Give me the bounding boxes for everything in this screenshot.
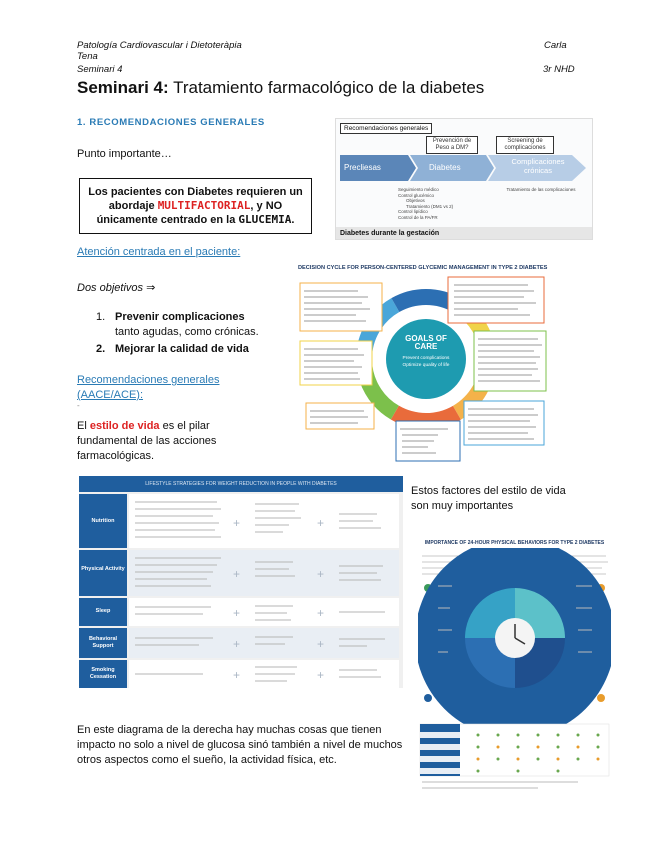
section-heading: 1. RECOMENDACIONES GENERALES — [77, 117, 265, 128]
recomendaciones-link[interactable]: Recomendaciones generales (AACE/ACE): — [77, 374, 220, 401]
fig1-stage-1: Precliesas — [344, 163, 381, 172]
objective-2-number: 2. — [96, 343, 106, 355]
fig3-row-label: Smoking Cessation — [89, 667, 117, 680]
fig1-top-label: Recomendaciones generales — [340, 123, 432, 134]
svg-text:+: + — [317, 516, 325, 530]
fig1-footer: Diabetes durante la gestación — [336, 227, 593, 240]
dash-marker: - — [77, 401, 80, 410]
fig4-title: IMPORTANCE OF 24-HOUR PHYSICAL BEHAVIORS FOR TYPE 2 DIABETES — [424, 540, 605, 546]
header-seminar: Seminari 4 — [77, 64, 123, 75]
page-title — [77, 78, 484, 98]
header-author-first: Carla — [544, 40, 567, 51]
box-text-1: Los pacientes con Diabetes requieren un abordaje — [88, 186, 303, 212]
figure-24h-behaviors — [418, 540, 611, 792]
estilo-vida-paragraph — [77, 419, 247, 464]
objective-1 — [96, 310, 105, 325]
diagram-paragraph: En este diagrama de la derecha hay muchas cosas que tienen impacto no solo a nivel de glucosa sinó también a nivel de muchos otros aspectos como el sueño, la actividad física, etc. — [77, 724, 403, 766]
header-author-last: Tena — [77, 51, 98, 62]
fig3-row-label: Sleep — [95, 608, 111, 614]
title-rest: Tratamiento farmacológico de la diabetes — [168, 78, 485, 97]
fig3-title: LIFESTYLE STRATEGIES FOR WEIGHT REDUCTION IN PEOPLE WITH DIABETES — [79, 476, 403, 492]
fig1-list-left — [398, 187, 478, 220]
fig2-center-item: Prevent complications — [402, 356, 450, 361]
estilo-pre: El — [77, 420, 90, 432]
objective-1-desc: tanto agudas, como crónicas. — [115, 326, 259, 338]
svg-text:+: + — [317, 606, 325, 620]
fig4-graphic — [418, 548, 611, 792]
key-statement-box — [79, 178, 312, 234]
fig1-list-right: Tratamiento de las complicaciones — [506, 187, 576, 192]
box-highlight-multifactorial: MULTIFACTORIAL — [157, 199, 251, 212]
svg-text:+: + — [317, 668, 325, 682]
objective-1-title: Prevenir complicaciones — [115, 311, 245, 323]
objective-1-number: 1. — [96, 311, 106, 323]
fig3-row-label: Physical Activity — [81, 566, 125, 572]
svg-text:+: + — [233, 606, 241, 620]
fig2-graphic — [298, 273, 548, 465]
fig3-row-label: Behavioral Support — [88, 636, 118, 649]
title-bold: Seminari 4: — [77, 78, 169, 97]
fig1-stage-3: Complicaciones crónicas — [511, 157, 565, 175]
punto-importante: Punto importante… — [77, 148, 172, 160]
svg-text:+: + — [233, 637, 241, 651]
box-text-2: , y NO únicamente centrado en la — [96, 200, 283, 226]
fig3-cells — [127, 494, 403, 688]
figure-decision-cycle — [298, 265, 548, 465]
fig1-screening: Screening de complicaciones — [496, 136, 554, 154]
fig1-stage-2: Diabetes — [429, 163, 461, 172]
svg-text:+: + — [317, 637, 325, 651]
fig1-list-item: Control lipídico — [398, 209, 428, 214]
estilo-highlight: estilo de vida — [89, 420, 160, 432]
fig1-prevencion: Prevención de Peso a DM? — [426, 136, 478, 154]
objective-2-title: Mejorar la calidad de vida — [115, 343, 249, 355]
atencion-link[interactable]: Atención centrada en el paciente: — [77, 246, 241, 258]
fig1-list-item: Control de la PA/FR — [398, 214, 438, 220]
svg-text:+: + — [233, 516, 241, 530]
svg-text:+: + — [233, 668, 241, 682]
fig3-label-column — [79, 494, 127, 688]
svg-text:+: + — [317, 567, 325, 581]
estilo-post: es el pilar fundamental de las acciones farmacológicas. — [77, 420, 217, 462]
fig1-list-item: Objetivos — [406, 198, 425, 203]
fig1-list-item: Seguimiento médico — [398, 187, 439, 192]
fig1-list-item: Tratamiento (DM1 vs 2) — [406, 203, 454, 209]
fig3-row-label: Nutrition — [91, 518, 115, 524]
fig1-list-item: Control glucémico — [398, 192, 435, 198]
header-group: 3r NHD — [543, 64, 575, 75]
header-course: Patología Cardiovascular i Dietoteràpia — [77, 40, 242, 51]
figure-gestacion — [335, 118, 593, 240]
figure-lifestyle-table — [79, 476, 403, 688]
svg-text:+: + — [233, 567, 241, 581]
box-text-3: . — [291, 214, 295, 226]
dos-objetivos: Dos objetivos ⇒ — [77, 282, 156, 294]
fig2-title: DECISION CYCLE FOR PERSON-CENTERED GLYCEMIC MANAGEMENT IN TYPE 2 DIABETES — [298, 265, 548, 271]
fig2-center-items — [396, 355, 456, 369]
factores-text: Estos factores del estilo de vida son muy importantes — [411, 485, 566, 512]
box-highlight-glucemia: GLUCEMIA — [238, 213, 292, 226]
fig2-center-item: Optimize quality of life — [402, 363, 450, 368]
fig2-center-title: GOALS OF CARE — [405, 334, 447, 351]
